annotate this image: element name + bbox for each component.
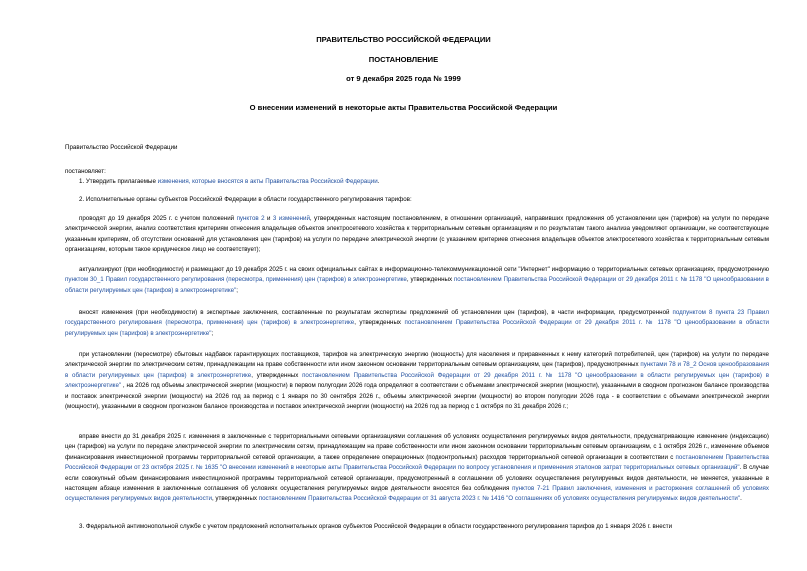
changes-link[interactable]: изменения, которые вносятся в акты Правительства Российской Федерации: [157, 178, 378, 185]
item-1-end: .: [377, 178, 380, 185]
issuer: Правительство Российской Федерации: [65, 144, 178, 151]
subitem-expert-text-3: ;: [211, 329, 214, 337]
date-number: от 9 декабря 2025 года № 1999: [346, 74, 461, 83]
points-3-link[interactable]: 3 изменений: [272, 215, 310, 222]
item-3: 3. Федеральной антимонопольной службе с учетом предложений исполнительных органов субъектов Российской Федерации в области государственного регулирования тарифов до 1 января 2026 г. внести: [79, 523, 673, 530]
subitem-tariffs-text-1: при установлении (пересмотре) сбытовых надбавок гарантирующих поставщиков, тарифов на электрическую энергию (мощность) для населения и приравненных к нему категорий потребителей, цен (тарифов) на услуги по передаче электрической энергии по электрическим сетям, принадлежащим на праве собственности или ином законном основании территориальным сетевым организациям, цен (тарифов), предусмотренных: [65, 351, 769, 369]
resolution-1178-link[interactable]: постановлением Правительства Российской Федерации от 29 декабря 2011 г. № 1178 "О ценообразовании в области регулируемых цен (тарифов) в электроэнергетике": [65, 276, 769, 294]
points-7-21-link[interactable]: пунктов 7-21 Правил заключения, изменения и расторжения соглашений об условиях осуществления регулируемых видов деятельности: [65, 485, 769, 503]
item-1: [65, 177, 769, 187]
subitem-publish-text-3: ;: [236, 286, 239, 294]
subitem-agreements-text-3: , утвержденных: [211, 495, 259, 503]
subitem-analysis-text-3: , утвержденных настоящим постановлением, в отношении организаций, направивших предложения об установлении цен (тарифов) на услуги по передаче электрической энергии, анализ соответствия критериям отнесения владельцев объектов электросетевого хозяйства к территориальным сетевым организациям и по результатам такого анализа уведомляют организации, не соответствующие указанным критериям, об отсутствии оснований для установления цен (тарифов) на услуги по передаче электрической энергии (с указанием критериев отнесения владельцев объектов электросетевого хозяйства к территориальным сетевым организациям, которым такое юридическое лицо не соответствует);: [65, 215, 770, 254]
subitem-agreements-text-4: .: [740, 495, 742, 503]
subitem-expert-text-1: вносят изменения (при необходимости) в экспертные заключения, составленные по результатам экспертизы предложений об установлении цен (тарифов), в части информации, предусмотренной: [79, 309, 673, 316]
rules-30-1-link[interactable]: пунктом 30_1 Правил государственного регулирования (пересмотра, применения) цен (тарифов) в электроэнергетике: [65, 276, 407, 284]
document-type: ПОСТАНОВЛЕНИЕ: [368, 55, 439, 64]
subitem-publish: [65, 265, 769, 296]
subitem-expert: [65, 308, 769, 339]
subitem-agreements-text-1: вправе внести до 31 декабря 2025 г. изменения в заключенные с территориальными сетевыми организациями соглашения об условиях осуществления регулируемых видов деятельности, предусматривающие изменение (индексацию) цен (тарифов) на услуги по передаче электрической энергии по электрическим сетям, принадлежащим на праве собственности или ином законном основании территориальным сетевым организациям, с 1 октября 2026 г., изменение объемов финансирования инвестиционной программы территориальной сетевой организации, а также определение операционных (подконтрольных) расходов территориальной сетевой организации в соответствии с: [65, 433, 769, 461]
points-78-link[interactable]: пунктами 78 и 78_2 Основ ценообразования в области регулируемых цен (тарифов) в электроэнергетике: [65, 361, 769, 379]
subitem-tariffs-text-3: , на 2026 год объемы электрической энергии (мощности) в первом полугодии 2026 года определяют в соответствии с объемами электрической энергии (мощности), указанными в сводном прогнозном балансе производства и поставок электрической энергии (мощности) на 2026 год за период с 1 января по 30 сентября 2026 г., объемы электрической энергии (мощности) во втором полугодии 2026 года - в соответствии с объемами электрической энергии (мощности), указанными в сводном прогнозном балансе производства и поставок электрической энергии (мощности) на 2026 год за период с 1 октября по 31 декабря 2026 г.;: [65, 382, 769, 411]
resolution-1178-link-2[interactable]: постановлением Правительства Российской Федерации от 29 декабря 2011 г. № 1178 "О ценообразовании в области регулируемых цен (тарифов) в электроэнергетике": [65, 319, 769, 337]
subitem-tariffs-text-2: , утвержденных: [251, 371, 303, 379]
subitem-publish-text-1: актуализируют (при необходимости) и размещают до 19 декабря 2025 г. на своих официальных сайтах в информационно-телекоммуникационной сети "Интернет" информацию о территориальных сетевых организациях, предусмотренную: [79, 266, 769, 273]
government-heading: ПРАВИТЕЛЬСТВО РОССИЙСКОЙ ФЕДЕРАЦИИ: [316, 35, 491, 44]
item-2: 2. Исполнительные органы субъектов Российской Федерации в области государственного регулирования тарифов:: [79, 196, 412, 203]
document-title: О внесении изменений в некоторые акты Правительства Российской Федерации: [249, 103, 558, 112]
item-1-text: 1. Утвердить прилагаемые: [79, 178, 158, 185]
resolution-1178-link-3[interactable]: постановлением Правительства Российской Федерации от 29 декабря 2011 г. № 1178 "О ценообразовании в области регулируемых цен (тарифов) в электроэнергетике": [65, 371, 770, 390]
subpoint-8-link[interactable]: подпунктом 8 пункта 23 Правил государственного регулирования (пересмотра, применения) цен (тарифов) в электроэнергетике: [65, 309, 769, 327]
subitem-agreements-text-2: . В случае если совокупный объем финансирования инвестиционной программы территориальной сетевой организации, предусмотренный в соглашении об условиях осуществления регулируемых видов деятельности, не меняется, указанные в настоящем абзаце изменения в заключенные соглашения об условиях осуществления регулируемых видов деятельности вносятся без соблюдения: [65, 464, 769, 493]
subitem-analysis-text-2: и: [264, 215, 273, 222]
subitem-tariffs: [65, 350, 769, 412]
resolution-1635-link[interactable]: постановлением Правительства Российской Федерации от 23 октября 2025 г. № 1635 "О внесении изменений в некоторые акты Правительства Российской Федерации по вопросу установления и применения эталонов затрат территориальных сетевых организаций": [65, 453, 769, 472]
subitem-analysis: [65, 214, 769, 256]
subitem-expert-text-2: , утвержденных: [354, 319, 405, 327]
subitem-analysis-text-1: проводят до 19 декабря 2025 г. с учетом положений: [79, 215, 237, 222]
subitem-publish-text-2: , утвержденных: [406, 276, 454, 284]
resolution-1416-link[interactable]: постановлением Правительства Российской Федерации от 31 августа 2023 г. № 1416 "О соглашениях об условиях осуществления регулируемых видов деятельности": [258, 495, 741, 503]
subitem-agreements: [65, 432, 769, 505]
points-2-link[interactable]: пунктов 2: [236, 215, 265, 222]
decides-clause: постановляет:: [65, 168, 106, 175]
